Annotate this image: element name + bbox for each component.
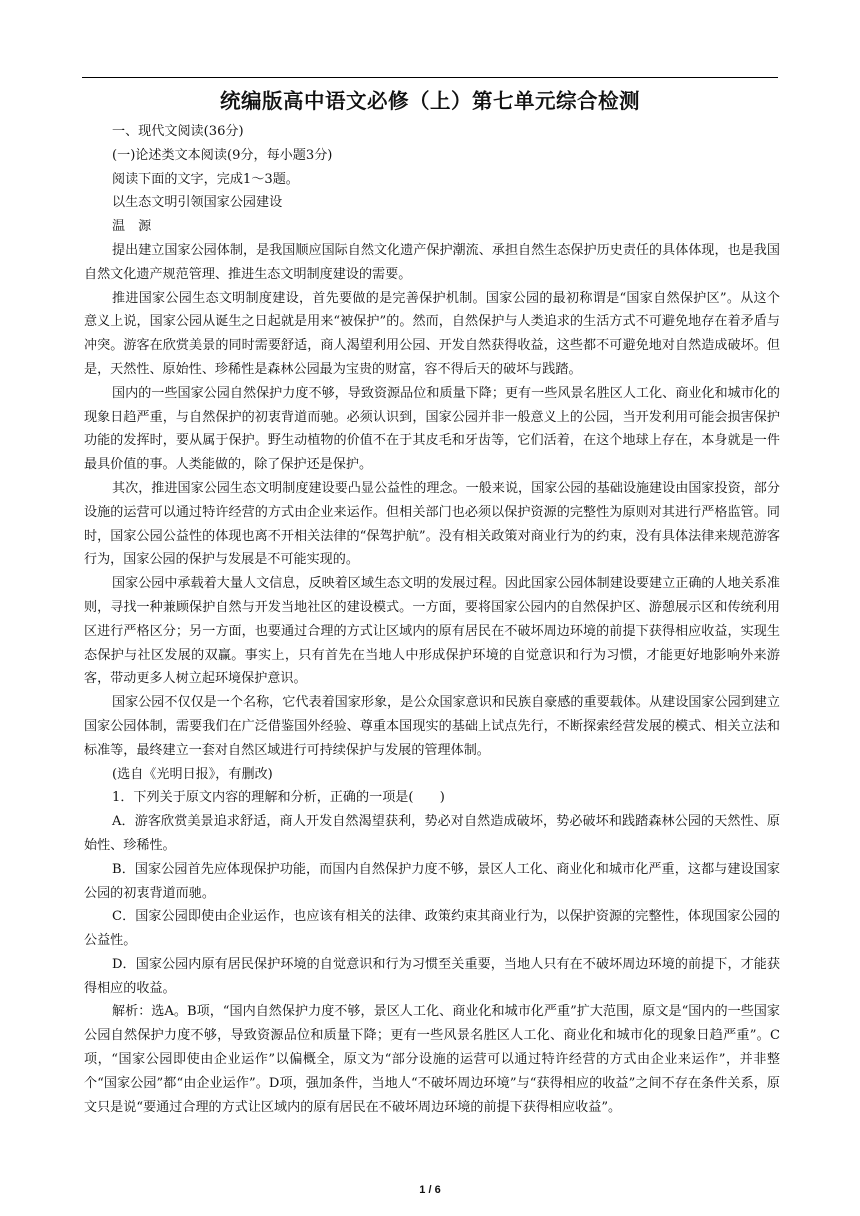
subsection-heading: (一)论述类文本阅读(9分，每小题3分) <box>112 147 333 163</box>
question-stem: 1．下列关于原文内容的理解和分析，正确的一项是( ) <box>112 790 445 806</box>
header-rule <box>82 77 778 78</box>
document-title: 统编版高中语文必修（上）第七单元综合检测 <box>220 89 640 113</box>
article-title: 以生态文明引领国家公园建设 <box>112 195 283 211</box>
article-paragraph: 推进国家公园生态文明制度建设，首先要做的是完善保护机制。国家公园的最初称谓是“国家自然保护区”。从这个意义上说，国家公园从诞生之日起就是用来“被保护”的。然而，自然保护与人类追求的生活方式不可避免地存在着矛盾与冲突。游客在欣赏美景的同时需要舒适，商人渴望利用公园、开发自然获得收益，这些都不可避免地对自然造成破坏。但是，天然性、原始性、珍稀性是森林公园最为宝贵的财富，容不得后天的破坏与践踏。 <box>84 290 780 377</box>
answer-option-c: C．国家公园即使由企业运作，也应该有相关的法律、政策约束其商业行为，以保护资源的完整性，体现国家公园的公益性。 <box>84 909 780 949</box>
answer-option-d: D．国家公园内原有居民保护环境的自觉意识和行为习惯至关重要，当地人只有在不破坏周边环境的前提下，才能获得相应的收益。 <box>84 956 780 996</box>
answer-analysis: 解析：选A。B项，“国内自然保护力度不够，景区人工化、商业化和城市化严重”扩大范围，原文是“国内的一些国家公园自然保护力度不够，导致资源品位和质量下降；更有一些风景名胜区人工化、商业化和城市化的现象日趋严重”。C项，“国家公园即使由企业运作”以偏概全，原文为“部分设施的运营可以通过特许经营的方式由企业来运作”，并非整个“国家公园”都“由企业运作”。D项，强加条件，当地人“不破坏周边环境”与“获得相应的收益”之间不存在条件关系，原文只是说“要通过合理的方式让区域内的原有居民在不破坏周边环境的前提下获得相应收益”。 <box>84 1004 780 1115</box>
article-paragraph: 国家公园中承载着大量人文信息，反映着区域生态文明的发展过程。因此国家公园体制建设要建立正确的人地关系准则，寻找一种兼顾保护自然与开发当地社区的建设模式。一方面，要将国家公园内的自然保护区、游憩展示区和传统利用区进行严格区分；另一方面，也要通过合理的方式让区域内的原有居民在不破坏周边环境的前提下获得相应收益，实现生态保护与社区发展的双赢。事实上，只有首先在当地人中形成保护环境的自觉意识和行为习惯，才能更好地影响外来游客，带动更多人树立起环境保护意识。 <box>84 576 780 687</box>
section-heading: 一、现代文阅读(36分) <box>112 124 244 139</box>
answer-option-a: A．游客欣赏美景追求舒适，商人开发自然渴望获利，势必对自然造成破坏，势必破坏和践踏森林公园的天然性、原始性、珍稀性。 <box>84 814 780 853</box>
article-paragraph: 国家公园不仅仅是一个名称，它代表着国家形象，是公众国家意识和民族自豪感的重要载体。从建设国家公园到建立国家公园体制，需要我们在广泛借鉴国外经验、尊重本国现实的基础上试点先行，不断探索经营发展的模式、相关立法和标准等，最终建立一套对自然区域进行可持续保护与发展的管理体制。 <box>84 695 780 758</box>
source-note: (选自《光明日报》，有删改) <box>112 766 273 782</box>
article-paragraph: 国内的一些国家公园自然保护力度不够，导致资源品位和质量下降；更有一些风景名胜区人工化、商业化和城市化的现象日趋严重，与自然保护的初衷背道而驰。必须认识到，国家公园并非一般意义上的公园，当开发利用可能会损害保护功能的发挥时，要从属于保护。野生动植物的价值不在于其皮毛和牙齿等，它们活着，在这个地球上存在，本身就是一件最具价值的事。人类能做的，除了保护还是保护。 <box>84 385 780 473</box>
article-paragraph: 提出建立国家公园体制，是我国顺应国际自然文化遗产保护潮流、承担自然生态保护历史责任的具体体现，也是我国自然文化遗产规范管理、推进生态文明制度建设的需要。 <box>84 242 780 282</box>
article-paragraph: 其次，推进国家公园生态文明制度建设要凸显公益性的理念。一般来说，国家公园的基础设施建设由国家投资，部分设施的运营可以通过特许经营的方式由企业来运作。但相关部门也必须以保护资源的完整性为原则对其进行严格监管。同时，国家公园公益性的体现也离不开相关法律的“保驾护航”。没有相关政策对商业行为的约束，没有具体法律来规范游客行为，国家公园的保护与发展是不可能实现的。 <box>84 480 780 568</box>
answer-option-b: B．国家公园首先应体现保护功能，而国内自然保护力度不够，景区人工化、商业化和城市化严重，这都与建设国家公园的初衷背道而驰。 <box>84 861 780 901</box>
reading-instruction: 阅读下面的文字，完成1～3题。 <box>112 171 299 187</box>
document-body <box>84 120 780 1119</box>
page-number: 1 / 6 <box>419 1184 441 1196</box>
article-author: 温 源 <box>112 219 152 235</box>
